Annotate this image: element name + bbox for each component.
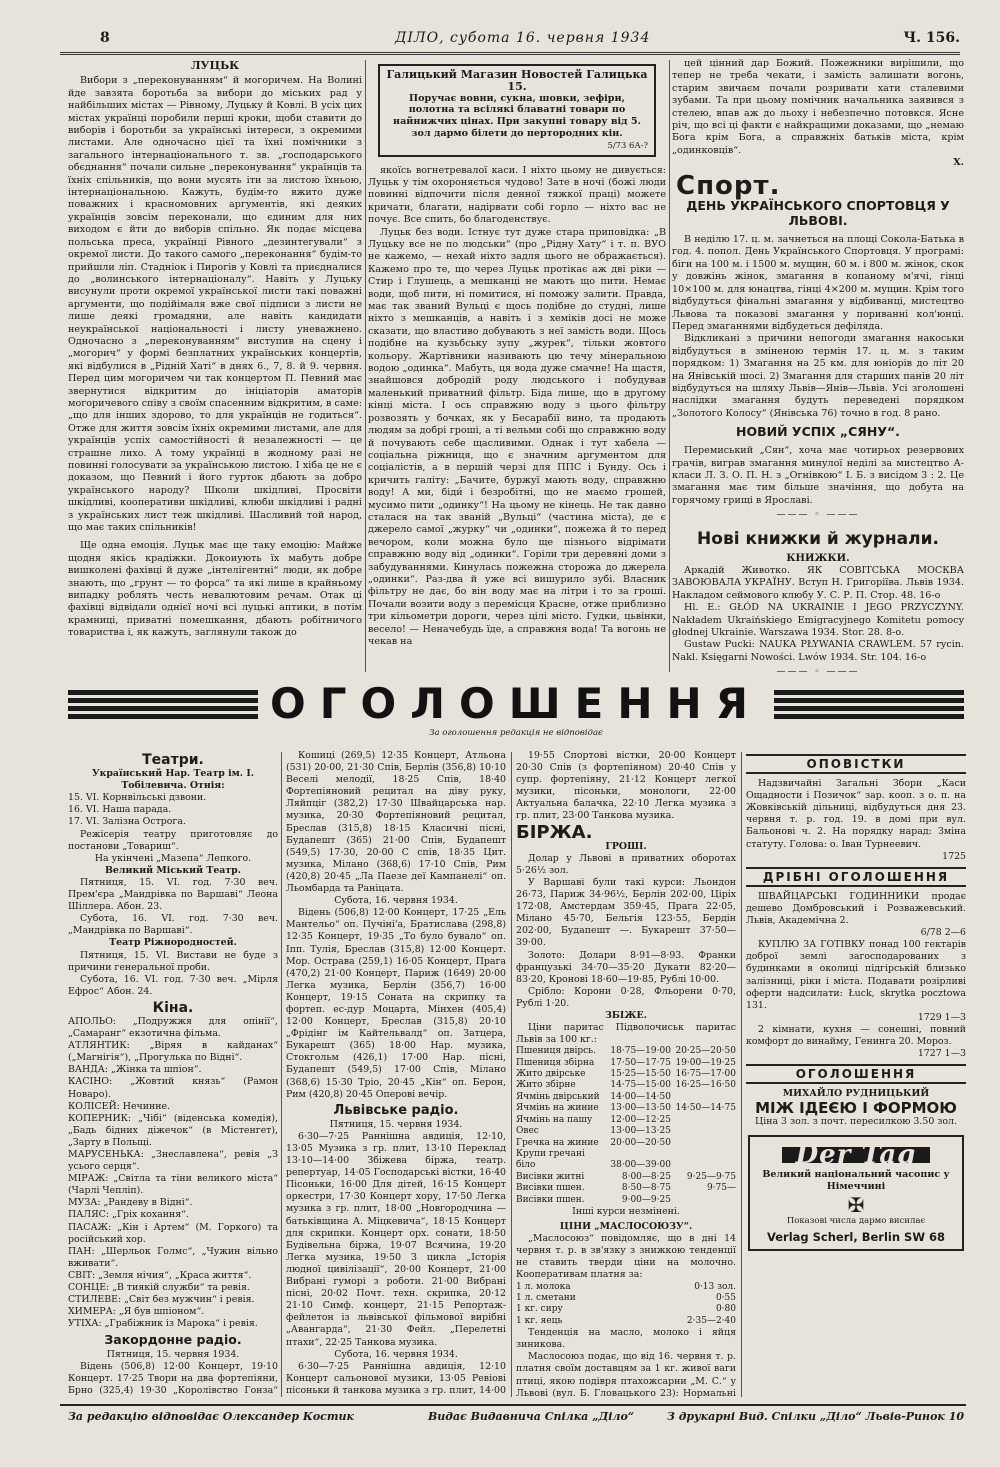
grain-row: [516, 1080, 736, 1091]
radio-saturday-text: Відень (506,8) 12·00 Концерт, 17·25 „Ель Мантельо“ оп. Пучіні'а, Братислава (298,8) 12·35 Концерт, 19·35 „То було бувало“ оп. Іпп. Тулія, Бреслав (315,8) 12·00 Концерт. Мор. Острава (259,1) 16·05 Концерт, Прага (470,2) 21·00 Концерт, Париж (1649) 20·00 Легка музика, Берлін (356,7) 16·00 Концерт, 19·15 Соната на скрипку та фортеп. ес-дур Моцарта, Мінхен (405,4) 12·00 Концерт, Бреслав (315,8) 20·10 „Фрідінг ім Кайтельвалд“ оп. Затцера, Букарешт (365) 18·00 Нар. музика, Стокгольм (426,1) 17·00 Нар. пісні, Будапешт (549,5) 17·00 Спів, Мілано (368,6) 15·30 Тріо, 20·45 „Кін“ оп. Берон, Рим (420,8) 20·45 Оперові вечір.: [286, 907, 506, 1100]
column-theatres: [68, 750, 278, 1398]
grain-row-cell: [671, 1115, 736, 1126]
foreign-radio-text: Відень (506,8) 12·00 Концерт, 19·10 Концерт. 17·25 Твори на два фортепіяни, Брно (325,4) 19·30 „Королівство Гонза“: [68, 1360, 278, 1396]
theatre-1-name: Український Нар. Театр ім. І. Тобілевича. Отнія:: [92, 768, 254, 792]
grain-row: [516, 1160, 736, 1171]
grain-row-cell: 14·00—14·50: [610, 1091, 671, 1102]
issue-number: Ч. 156.: [903, 30, 960, 46]
grain-row: [516, 1058, 736, 1069]
theatre-3-show-2: Субота, 16. VI. год. 7·30 веч. „Мірля Ефрос“ Абон. 24.: [68, 973, 278, 997]
grain-row: [516, 1115, 736, 1126]
author-sign: Х.: [953, 157, 964, 169]
grain-row-cell: [671, 1138, 736, 1149]
banner-stripes-left: [68, 690, 258, 722]
notice-text: Надзвичайні Загальні Збори „Каси Ощадности і Позичок“ зар. кооп. з о. п. на Жовківській дільниці, відбудуться дня 23. червня т. р. год. 19. в домі при вул. Бальонові ч. 2. На порядку нарад: Зміна статуту. Голова: о. Іван Турнеевич.: [746, 778, 966, 850]
column-radio: [286, 750, 506, 1398]
divider: ——— ◦ ———: [776, 667, 860, 675]
grain-row-cell: Жито збірне: [516, 1080, 576, 1091]
notices-title: ОПОВІСТКИ: [746, 754, 966, 774]
grain-row-cell: 9·00—9·25: [621, 1194, 671, 1205]
column-divider: [281, 752, 282, 1397]
banner-note: За оголошення редакція не відповідає: [429, 728, 603, 738]
money-text-3: Золото: Долари 8·91—8·93. Франки французькі 34·70—35·20 Дукати 82·20—83·20, Кронові 18·60—19·85, Рублі 10·00.: [516, 949, 736, 985]
grain-row-cell: Висівки пшен.: [516, 1194, 585, 1205]
lviv-radio-text-1: 6·30—7·25 Раннішна авдиція, 12·10, 13·05 Музика з гр. плит, 13·10 Переклад 13·10—14·00 Збіжева біржа, театр. репертуар, 14·05 Господарські вістки, 16·40 Пісоньки, 16·00 Для дітей, 16·15 Концерт оркестри, 17·30 Концерт хору, 17·50 Легка музика з гр. плит, 18·00 „Новгородчина — батьківщина А. Міцкевича“, 18·15 Концерт для скрипки. Концерт орх. сонати, 18·50 Будівельна біржа, 19·07 Всячина, 19·20 Легка музика, 19·50 З цикла „Історія людної цивілізації“, 20·00 Концерт, 21·00 Вибрані гуморі з роботи. 21·00 Вибрані пісні, 20·02 Почт. техн. скрипка, 20·12 21·10 Симф. концерт, 21·15 Репортаж-фейлетон із львівської фільмової вирібні „Авангарда“, 21·30 Фейл. „Перелетні птахи“, 22·25 Танкова музика.: [286, 1130, 506, 1348]
radio-date-saturday: Субота, 16. червня 1934.: [334, 895, 458, 907]
theatre-2-show-1: Пятниця, 15. VI. год. 7·30 веч. Прем'єра „Мандрівка по Варшаві“ Леона Шіллера. Абон. 23.: [68, 876, 278, 913]
sport-paragraph-1: В неділю 17. ц. м. зачнеться на площі Сокола-Батька в год. 4. попол. День Українського Спортовця. У програмі: біги на 100 м. і 1500 м. мущин, 60 м. і 800 м. жінок, скок у довжінь жінок, змагання в копаному м'ячі, гінці 10×100 м. для юнацтва, гінці 4×200 м. мущин. Крім того відбудуться фінальні змагання у відбиванці, мистецтво Львова та показові змагання у пориванні кол'юнці. Перед змаганнями відбудеться дефіляда.: [672, 234, 964, 332]
sport-heading-1: ДЕНЬ УКРАЇНСЬКОГО СПОРТОВЦЯ У ЛЬВОВІ.: [686, 198, 950, 229]
ad-text: Поручає вовни, сукна, шовки, зефіри, полотна та всілякі блаватні товари по найнижчих цінах. При закупні товару від 5. зол дармо білети до пертородних кін.: [393, 92, 641, 139]
grain-row-cell: Ячмінь на жиние: [516, 1103, 599, 1114]
book-title: МІЖ ІДЕЄЮ І ФОРМОЮ: [755, 1099, 957, 1118]
grain-row-cell: [671, 1195, 736, 1206]
lutsk-paragraph-5: цей цінний дар Божий. Пожежники вирішили, що тепер не треба чекати, і замість залишати вогонь, старим звичаєм почали розривати хати сталевими зубами. Та при цьому помічник начальника заявився з стелею, впав аж до льоху і небезпечно потовкся. Ясне річ, що всі ці факти є найкращими доказами, що „немаю Бога крім Бога, а справжніх батьків міста, крім „одинковців“.: [672, 58, 964, 156]
grain-row: [516, 1149, 736, 1160]
exchange-title: БІРЖА.: [516, 821, 593, 843]
grain-row-cell: 19·00—19·25: [675, 1057, 736, 1068]
grain-row: [516, 1069, 736, 1080]
footer-printer: З друкарні Вид. Спілки „Діло“ Львів-Ринок 10: [666, 1410, 964, 1423]
books-subheading: КНИЖКИ.: [786, 552, 850, 564]
grain-row-cell: 9·75—: [706, 1183, 736, 1194]
grain-row-cell: 14·50—14·75: [675, 1103, 736, 1114]
masthead: [60, 28, 960, 52]
small-ad-3: 2 кімнати, кухня — сонешні, повний комфорт до винайму, Генинга 20. Мороз.: [746, 1023, 966, 1047]
grain-row-cell: Ячмінь двірський: [516, 1091, 600, 1102]
dairy-row-cell: 0·55: [715, 1292, 736, 1303]
theatre-1-line: 17. VI. Залізна Острога.: [68, 816, 186, 828]
der-tag-publisher: Verlag Scherl, Berlin SW 68: [766, 1230, 946, 1244]
theatre-1-note: Режісерія театру приготовляє до постанови „Товариш“.: [68, 828, 278, 852]
cinema-entry: МІРАЖ: „Світла та тіни великого міста“ (Чарлі Чепліп).: [68, 1173, 278, 1197]
cinema-entry: КОЛІСЕЙ: Нечинне.: [68, 1100, 170, 1112]
grain-row-cell: Жито двірське: [516, 1069, 586, 1080]
books-heading: Нові книжки й журнали.: [697, 528, 939, 549]
dairy-row: [516, 1282, 736, 1293]
butter-union-text-3: Маслосоюз подає, що від 16. червня т. р. платня своїм доставцям за 1 кг. живої ваги птиці, якою подівря птахожсарни „М. С.“ у Львові (вул. Б. Гловацького 23): Нормальні: [516, 1351, 736, 1398]
lutsk-paragraph-3: якоїсь вогнетревалої каси. І ніхто цьому не дивується: Луцьк у тім охороняється чудово! Зате в ночі (божі люди повинні відпочити після денної тяжкої праці) можете кричати, благати, надірвати собі горло — ніхто вас не почує. Все спить, бо благоденствує.: [368, 164, 666, 226]
dairy-row: [516, 1304, 736, 1315]
cinema-entry: ХИМЕРА: „Я був шпіоном“.: [68, 1306, 205, 1318]
theatre-1-line: 16. VI. Наша парада.: [68, 804, 172, 816]
grain-row-cell: [606, 1149, 671, 1160]
small-ad-2-code: 1729 1—3: [917, 1011, 966, 1023]
grain-row-cell: 15·25—15·50: [610, 1069, 671, 1080]
column-divider: [511, 752, 512, 1397]
dairy-row-cell: 1 кг. сиру: [516, 1304, 563, 1315]
grain-row-cell: 38·00—39·00: [610, 1160, 671, 1171]
money-text-4: Срібло: Корони 0·28, Фльорени 0·70, Рублі 1·20.: [516, 985, 736, 1009]
lviv-radio-date-2: Субота, 16. червня 1934.: [334, 1348, 458, 1360]
eagle-emblem-icon: ✠: [847, 1192, 865, 1217]
lviv-radio-title: Львівське радіо.: [333, 1102, 459, 1118]
grain-row-cell: 16·75—17·00: [675, 1069, 736, 1080]
butter-union-title: ЦІНИ „МАСЛОСОЮЗУ“.: [559, 1221, 693, 1233]
footer-rule: [60, 1404, 966, 1406]
lutsk-paragraph-2: Ще одна емоція. Луцьк має ще таку емоцію: Майже щодня якісь крадіжки. Докоиують їх мабуть добре вишколені фахівці й дуже „інтелігентні“ люди, як добре знають, що „грунт — то форса“ та які лише в крайньому випадку роблять честь невалютовим речам. Отак ці фахівці відвідали однієї ночі всі луцькі аптики, в потім крамниці, приватні помешкання, дбають робітничого товариства і, як кажуть, заглянули також до: [68, 540, 362, 639]
grain-row-cell: Гречка на жиние: [516, 1137, 599, 1148]
grain-row: [516, 1183, 736, 1194]
dairy-row-cell: 1 л. молока: [516, 1281, 571, 1292]
grain-row: [516, 1103, 736, 1114]
der-tag-logo: Der Tag: [782, 1147, 931, 1163]
radio-continued: 19·55 Спортові вістки, 20·00 Концерт 20·30 Спів (з фортепіяном) 20·40 Спів у супр. фортепіяну, 21·12 Концерт легкої музики, пісоньки, монологи, 22·00 Актуальна балачка, 22·10 Легка музика з гр. плит, 23·00 Танкова музика.: [516, 750, 736, 822]
small-ad-1-code: 6/78 2—6: [920, 927, 966, 939]
dairy-row-cell: 1 кг. яець: [516, 1315, 563, 1326]
galician-store-ad: [378, 64, 656, 157]
banner-stripes-right: [774, 690, 964, 722]
masthead-title: ДІЛО, субота 16. червня 1934: [395, 30, 651, 46]
dairy-price-table: [516, 1282, 736, 1328]
grain-row-cell: Висівки пшен.: [516, 1183, 585, 1194]
column-notices: [746, 750, 966, 1398]
book-entry-1: Аркадій Животко. ЯК СОВІТСЬКА МОСКВА ЗАВОЮВАЛА УКРАЇНУ. Вступ Н. Григоріїва. Львів 1934. Накладом сеймового клюбу У. С. Р. П. Стор. 48. 16-о: [672, 565, 964, 601]
grain-subtitle: ЗБІЖЕ.: [605, 1009, 647, 1021]
grain-row: [516, 1172, 736, 1183]
theatres-title: Театри.: [142, 752, 204, 768]
grain-row-cell: 13·00—13·25: [610, 1126, 671, 1137]
sport-title: Спорт.: [676, 170, 781, 201]
dairy-row-cell: 0·13 зол.: [694, 1281, 736, 1292]
grain-row: [516, 1046, 736, 1057]
grain-price-table: [516, 1046, 736, 1206]
grain-row: [516, 1195, 736, 1206]
cinema-entry: ВАНДА: „Жінка та шпіон“.: [68, 1064, 202, 1076]
notice-code: 1725: [942, 850, 966, 862]
cinema-entry: СВІТ: „Земля нічия“, „Краса життя“.: [68, 1269, 252, 1281]
cinema-entry: ПАЛЯС: „Гріх кохання“.: [68, 1209, 189, 1221]
theatre-3-show-1: Пятниця, 15. VI. Вистави не буде з причини генеральної проби.: [68, 949, 278, 973]
theatre-1-note-2: На укінчені „Мазепа“ Лепкого.: [94, 852, 252, 864]
cinema-entry: КАСІНО: „Жовтий князь“ (Рамон Новаро).: [68, 1076, 278, 1100]
cinema-entry: СТИЛЕВЕ: „Світ без мужчин“ і ревія.: [68, 1294, 255, 1306]
grain-row-cell: 20·00—20·50: [610, 1137, 671, 1148]
cinema-entry: АТЛЯНТИК: „Віряя в кайданах“ („Магнігія“), „Прогулька по Відні“.: [68, 1040, 278, 1064]
divider: ——— ◦ ———: [776, 510, 860, 521]
dairy-row: [516, 1293, 736, 1304]
dairy-row-cell: 0·80: [715, 1304, 736, 1315]
cinema-entry: УТІХА: „Грабіжник із Марока“ і ревія.: [68, 1318, 258, 1330]
theatre-2-show-2: Субота, 16. VI. год. 7·30 веч. „Мандрівка по Варшаві“.: [68, 913, 278, 937]
butter-union-text-2: Тенденція на масло, молоко і яйця зиникова.: [516, 1327, 736, 1351]
foreign-radio-date: Пятниця, 15. червня 1934.: [106, 1348, 240, 1360]
grain-row-cell: [671, 1160, 736, 1171]
grain-row-cell: 9·25—9·75: [686, 1171, 736, 1182]
sport-paragraph-3: Перемиський „Сян“, хоча має чотирьох резервових грачів, виграв змагання минулої неділі за мистецтво А-класи Л. З. О. П. Н. з „Огнівкою“ І. Б. з висідом 3 : 2. Це змагання має тим більше значіння, що добута на горячому грищі в Ярославі.: [672, 445, 964, 506]
book-entry-3: Gustaw Pucki: NAUKA PŁYWANIA CRAWLEM. 57 rycin. Nakl. Księgarni Nowości. Lwów 1934. Str. 104. 16-о: [672, 639, 964, 663]
grain-row-cell: [671, 1149, 736, 1160]
money-text-1: Долар у Львові в приватних оборотах 5·26½ зол.: [516, 852, 736, 876]
masthead-rule: [60, 52, 960, 55]
lviv-radio-date-1: Пятниця, 15. червня 1934.: [329, 1118, 463, 1130]
lutsk-paragraph-1: Вибори з „переконуванням“ й могоричем. На Волині йде завзята боротьба за вибори до міських рад у найбільших містах — Рівному, Луцьку й Ковлі. В усіх цих містах українці поробили перші кроки, щоби ставити до виборів і боротьби за українські інтереси, з окремими листами. Але одночасно цієї та їхні помічники з загального інтернаціонального т. зв. „господарського обєднання“ почали сильне „переконування“ українців та їхніх спільників, що вони мусять іти за листою їхньою, інтернаціональною. Кажуть, будім-то вжито дуже поважних і красномовних аргументів, які деяких українців зовсім переконали, що єдиним для них виходом є йти до виборів спільно. Як подає місцева польська преса, українці Рівного „дезинтегували“ з окремої листи. До такого самого „переконання“ будім-то прийшли ліп. Стадніок і Пирогів у Ковлі та приєдналися до „волинського інтернаціоналу“. Навіть у Луцьку висунули проти окремої української листи такі поважні аргументи, що подійімаля вже свої підписи з листи не лише деякі громадяни, але навіть кандидати неукраїнської національності і листу уневажнено. Одночасно з „переконуванням“ виступив на сцену і „могорич“ у формі безплатних українських концертів, які відбулися в „Рідній Хаті“ в днях 6., 7, 8. й 9. червня. Перед цим могоричем чи так концертом П. Певний має звернутися відкритим до ініціаторів аматорів могоричевого співу з своїм спасенним відкритим, в саме: „що для інших здорово, то для українців не годиться“. Отже для життя зовсім їхніх окремими листами, але для українців успіх самостійності й незалежності — це страшне лихо. А тому українці в жодному разі не повинні голосувати за українською листою. І хіба це не є доказом, що Певний і його гурток дбають за добро українського народу? Школи шкідливі, Просвіти шкідливі, кооперативи шкідливі, клюби шкідливі і радні з українських лист теж шкідливі. Шасливий той народ, що має таких спільників!: [68, 75, 362, 534]
grain-row-cell: Овес: [516, 1126, 539, 1137]
grain-row-cell: 12·00—12·25: [610, 1114, 671, 1125]
der-tag-ad: [748, 1135, 964, 1252]
grain-row-cell: Ячмінь на пашу: [516, 1114, 593, 1125]
small-ad-3-code: 1727 1—3: [917, 1048, 966, 1060]
cinema-title: Кіна.: [152, 999, 194, 1016]
grain-row: [516, 1126, 736, 1137]
grain-row-cell: 14·75—15·00: [610, 1080, 671, 1091]
small-ad-1: ШВАЙЦАРСЬКІ ГОДИННИКИ продає дешево Домбровський і Розважевський. Львів, Академічна 2.: [746, 890, 966, 927]
cinema-entry: МАРУСЕНЬКА: „Знеславлена“, ревія „З усього серця“.: [68, 1149, 278, 1173]
ad-code: 5/73 6А-?: [607, 139, 648, 150]
grain-row-cell: 16·25—16·50: [675, 1080, 736, 1091]
theatre-1-line: 15. VI. Корнвільські дзвони.: [68, 792, 207, 804]
small-ad-2: КУПЛЮ ЗА ГОТІВКУ понад 100 гектарів доброї землі загосподарованих з будинками в околиці підгірській близько залізниці, ріки і міста. Подавати розірливі оферти надсилати: Łuck, skrytka pocztowa 131.: [746, 939, 966, 1011]
book-price: Ціна 3 зол. з почт. пересилкою 3.50 зол.: [755, 1116, 957, 1128]
money-subtitle: ГРОШІ.: [605, 840, 647, 852]
cinema-entry: СОНЦЕ: „В тиякій служби“ та ревія.: [68, 1282, 250, 1294]
cinema-entry: КОПЕРНИК: „Чібі“ (віденська комедія), „Бадь бідних діжечок“ (в Містенгет), „Зарту в Польщі.: [68, 1112, 278, 1148]
footer: [68, 1410, 964, 1428]
footer-editor: За редакцію відповідає Олександер Костик: [68, 1410, 354, 1423]
column-sport: [672, 58, 964, 675]
column-divider: [741, 752, 742, 1397]
grain-row-cell: 8·00—8·25: [621, 1171, 671, 1182]
page-number: 8: [100, 30, 110, 46]
announcements-banner: [68, 680, 964, 744]
grain-note: Інші курси незмінені.: [572, 1205, 680, 1217]
book-entry-2: Hl. E.: GŁÓD NA UKRAINIE I JEGO PRZYCZYNY. Nakładem Ukraińskiego Emigracyjnego Komitetu pomocy głodnej Ukrainie. Warszawa 1934. Stor. 28. 8-о.: [672, 602, 964, 639]
small-ads-title: ДРІБНІ ОГОЛОШЕННЯ: [746, 867, 966, 887]
lutsk-heading: ЛУЦЬК: [190, 59, 240, 72]
dairy-row-cell: 2·35—2·40: [686, 1315, 736, 1326]
butter-union-text-1: „Маслосоюз“ повідомляє, що в дні 14 червня т. р. в зв'язку з знижкою тенденції не ставить тверди ціни на молочно. Кооперативам платня за:: [516, 1233, 736, 1281]
dairy-row-cell: 1 л. сметани: [516, 1292, 576, 1303]
cinema-entry: ПАН: „Шерльок Голмс“, „Чужин вільно вживати“.: [68, 1245, 278, 1269]
grain-row-cell: Висівки житні: [516, 1171, 585, 1182]
grain-intro: Ціни паритас Підволочиськ паритас Львів за 100 кг.:: [516, 1022, 736, 1046]
cinema-entry: ПАСАЖ: „Кін і Артем“ (М. Горкого) та російський хор.: [68, 1221, 278, 1245]
grain-row: [516, 1092, 736, 1103]
column-divider: [669, 60, 670, 672]
grain-row-cell: біло: [516, 1160, 536, 1171]
cinema-entry: МУЗА: „Рандеву в Відні“.: [68, 1197, 193, 1209]
grain-row-cell: [671, 1092, 736, 1103]
grain-row-cell: Пшениця збірна: [516, 1057, 595, 1068]
lutsk-paragraph-4: Луцьк без води. Істнує тут дуже стара приповідка: „В Луцьку все не по людськи“ (про „Рідну Хату“ і т. п. ВУО не кажемо, — нехай ніхто задля цього не ображається). Кажемо про те, що через Луцьк протікає аж дві ріки — Стир і Глушець, а мешканці не мають що пити. Немає води, щоб пити, ні помитися, ні поможу залити. Правда, має так званий Вульці є щось подібне до студні, лише ніхто з мешканців, а навіть і з хеміків досі не може сказати, що властиво добувають з неї замість води. Щось подібне на кузьбську зупу „журек“, тільки жовтого кольору. Жартівники називають цю течу мінеральною водою „одинка“. Мабуть, ця вода дуже смачне! На щастя, знайшовся добродій роду людського і побудував маленький приватний фільтр. Біда лише, що в другому кінці міста. І ось справжню воду з цього фільтру розвозять у бочках, як у Бесарабії вино, та продають людям за добрі гроші, а ті вельми собі що справжню воду й почувають себе щасливими. Однак і тут хабела — соціальна ріжниця, що є значним аргументом для соціалістів, а в першій черзі для ППС і Бунду. Ось і кричить галіту: „Бачите, буржуї мають воду, справжню воду! А ми, біди́ і безробітні, що не маємо грошей, мусимо пити „одинку“! На цьому не кінець. Не так давно сталася на так званій „Вульці“ (частина міста), де є джерело самої „журку“ чи „одинки“, пожежа й то перед вечором, коли можна було ще пізнього відрімати справжню воду від „одинки“. Горіли три деревяні доми з забудуваннями. Кинулась пожежна сторожа до джерела „одинки“. Раз-два й уже всі вишурило зубі. Власник фільтру не дає, бо він воду має на літри і то за гроші. Почали возити воду з перемісця Красне, отже приблизно три кільометри дороги, через цілі місто. Гудки, цьвінки, весело! — Неначебудь їде, а справжня вода! Та вогонь не чекав на: [368, 226, 666, 648]
radio-friday-text: Кошиці (269,5) 12·35 Концерт, Атльона (531) 20·00, 21·30 Спів, Берлін (356,8) 10·10 Веселі мелодії, 18·25 Спів, 18·40 Фортепіяновий рецитал на діву руку, Ляйпціг (382,2) 17·30 Швайцарська нар. музика, 20·30 Фортепіяновий рецитал, Бреслав (315,8) 18·15 Класичні пісні, Будапешт (365) 21·00 Спів, Будапешт (549,5) 17·30, 20·00 С спів, 18·35 Цит. музика, Мілано (368,6) 17·10 Спів, Рим (420,8) 20·45 „Ла Паезе деї Кампанелі“ оп. Льомбарда та Раніцата.: [286, 750, 506, 895]
column-lutsk: [68, 58, 362, 675]
grain-row-cell: 13·00—13·50: [610, 1103, 671, 1114]
der-tag-subtitle: Великий національний часопис у Німеччині: [762, 1168, 950, 1192]
grain-row-cell: 8·50—8·75: [621, 1183, 671, 1194]
grain-row-cell: Пшениця двірсь.: [516, 1046, 596, 1057]
footer-publisher: Видає Видавнича Спілка „Діло“: [428, 1410, 635, 1423]
sport-heading-2: НОВИЙ УСПІХ „СЯНУ“.: [736, 424, 900, 440]
theatre-2-name: Великий Міський Театр.: [105, 864, 241, 876]
money-text-2: У Варшаві були такі курси: Льондон 26·73, Париж 34·96½, Берлін 202·00, Ціріх 172·08, Амстердам 359·45, Прага 22·05, Мілано 45·70, Бельгія 123·55, Бердін 202·00, Будапешт —. Букарешт 37·50—39·00.: [516, 876, 736, 949]
theatre-3-name: Театр Ріжнородностей.: [109, 937, 237, 949]
sport-paragraph-2: Відкликані з причини непогоди змагання накоськи відбудуться в зміненою термін 17. ц. м. з таким порядком: 1) Змагання на 25 км. для юніорів до літ 20 на Янівській шосі. 2) Змагання для старших панів 20 літ відбудуться на шляху Львів—Янів—Львів. Усі зголошені наслідки змагання будуть переведені порядком „Золотого Колосу“ (Янівська 76) точно в год. 8 рано.: [672, 333, 964, 419]
grain-row-cell: 20·25—20·50: [675, 1046, 736, 1057]
ads-title: ОГОЛОШЕННЯ: [746, 1064, 966, 1084]
dairy-row: [516, 1316, 736, 1327]
grain-row-cell: Крупи гречані: [516, 1148, 585, 1159]
cinema-entry: АПОЛЬО: „Подружжя для опінії“, „Самаранг“ екзотична фільма.: [68, 1015, 278, 1040]
foreign-radio-title: Закордонне радіо.: [104, 1332, 242, 1348]
book-author: МИХАЙЛО РУДНИЦЬКИЙ: [782, 1088, 930, 1100]
banner-title: ОГОЛОШЕННЯ: [270, 679, 762, 728]
grain-row-cell: 18·75—19·00: [610, 1046, 671, 1057]
grain-row-cell: 17·50—17·75: [610, 1057, 671, 1068]
grain-row: [516, 1138, 736, 1149]
cinema-list: [68, 1016, 278, 1330]
lviv-radio-text-2: 6·30—7·25 Раннішна авдиція, 12·10 Концерт сальонової музики, 13·05 Ревіові пісоньки й танкова музика з гр. плит, 14·00: [286, 1360, 506, 1396]
ad-title: Галицький Магазин Новостей Галицька 15.: [386, 68, 648, 93]
column-lutsk-continued: [368, 58, 666, 675]
column-exchange: [516, 750, 736, 1398]
column-divider: [365, 60, 366, 672]
der-tag-note: Показові числа дармо висилає: [786, 1215, 926, 1226]
grain-row-cell: [671, 1126, 736, 1137]
